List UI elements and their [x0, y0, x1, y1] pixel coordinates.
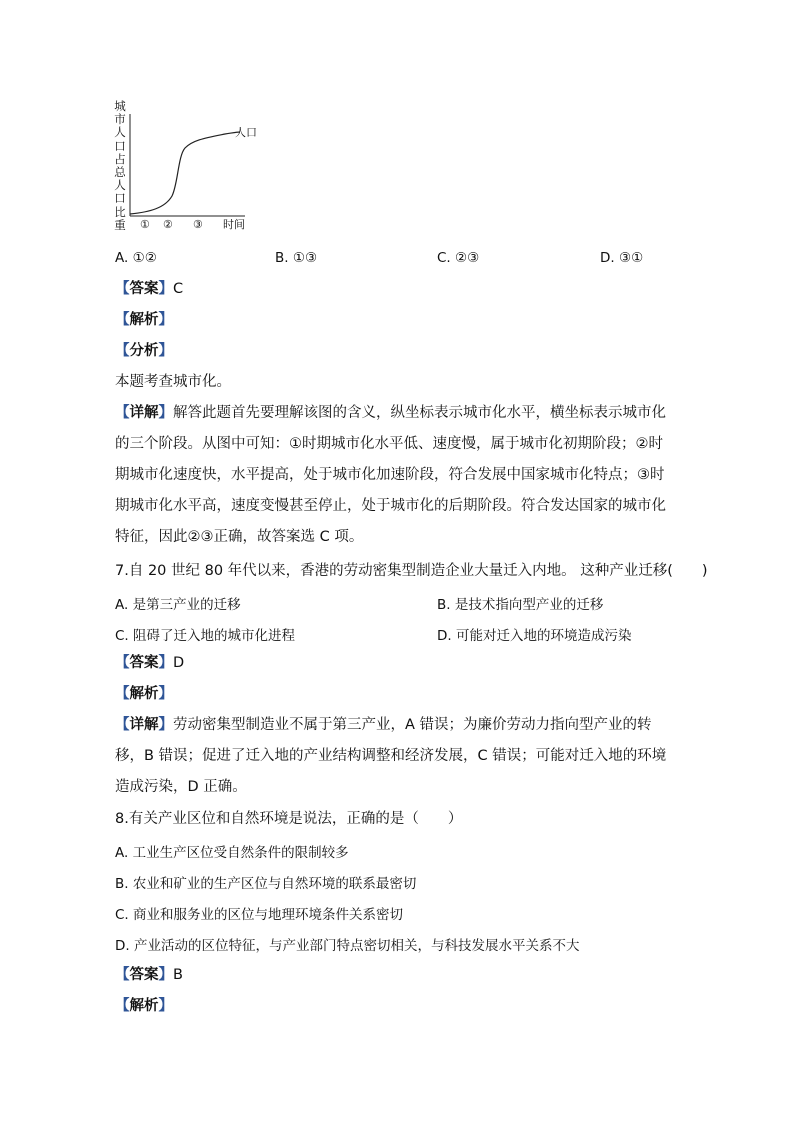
q6-option-c: C. ②③	[437, 250, 480, 266]
q7-detail: 【详解】劳动密集型制造业不属于第三产业，A 错误；为廉价劳动力指向型产业的转移，B 错误；促进了迁入地的产业结构调整和经济发展，C 错误；可能对迁入地的环境造成污染，D 正确。	[115, 717, 667, 795]
x-marker-3: ③	[193, 218, 203, 231]
population-curve	[130, 132, 240, 214]
q7-option-d: D. 可能对迁入地的环境造成污染	[437, 628, 632, 644]
q7-option-b: B. 是技术指向型产业的迁移	[437, 597, 604, 613]
urbanization-curve-figure	[125, 100, 275, 235]
figure-y-axis-label: 城市人口占总人口比重	[114, 99, 126, 232]
q8-option-a: A. 工业生产区位受自然条件的限制较多	[115, 845, 349, 861]
x-marker-2: ②	[163, 218, 173, 231]
q8-answer: 【答案】B	[115, 967, 183, 983]
q7-answer: 【答案】D	[115, 655, 185, 671]
q6-detail: 【详解】解答此题首先要理解该图的含义，纵坐标表示城市化水平，横坐标表示城市化的三个阶段。从图中可知：①时期城市化水平低、速度慢，属于城市化初期阶段；②时期城市化速度快，水平提高，处于城市化加速阶段，符合发展中国家城市化特点；③时期城市化水平高，速度变慢甚至停止，处于城市化的后期阶段。符合发达国家的城市化特征，因此②③正确，故答案选 C 项。	[115, 405, 666, 545]
q8-stem: 8.有关产业区位和自然环境是说法，正确的是（ ）	[115, 811, 463, 827]
q7-stem: 7.自 20 世纪 80 年代以来，香港的劳动密集型制造企业大量迁入内地。 这种产业迁移( )	[115, 563, 708, 579]
q6-answer: 【答案】C	[115, 281, 184, 297]
q6-analysis-heading: 【解析】	[115, 312, 173, 328]
curve-label: 人口	[235, 126, 257, 139]
q6-fenxi-heading: 【分析】	[115, 343, 173, 359]
q6-option-d: D. ③①	[600, 250, 644, 266]
q8-option-c: C. 商业和服务业的区位与地理环境条件关系密切	[115, 907, 404, 923]
q8-analysis-heading: 【解析】	[115, 998, 173, 1014]
q6-option-a: A. ①②	[115, 250, 157, 266]
q6-option-b: B. ①③	[275, 250, 318, 266]
q7-analysis-heading: 【解析】	[115, 686, 173, 702]
x-axis-label: 时间	[223, 218, 245, 231]
q6-fenxi-text: 本题考查城市化。	[115, 374, 231, 390]
q8-option-d: D. 产业活动的区位特征，与产业部门特点密切相关，与科技发展水平关系不大	[115, 938, 580, 954]
q7-option-c: C. 阻碍了迁入地的城市化进程	[115, 628, 296, 644]
x-marker-1: ①	[140, 218, 150, 231]
q7-option-a: A. 是第三产业的迁移	[115, 597, 241, 613]
q8-option-b: B. 农业和矿业的生产区位与自然环境的联系最密切	[115, 876, 417, 892]
